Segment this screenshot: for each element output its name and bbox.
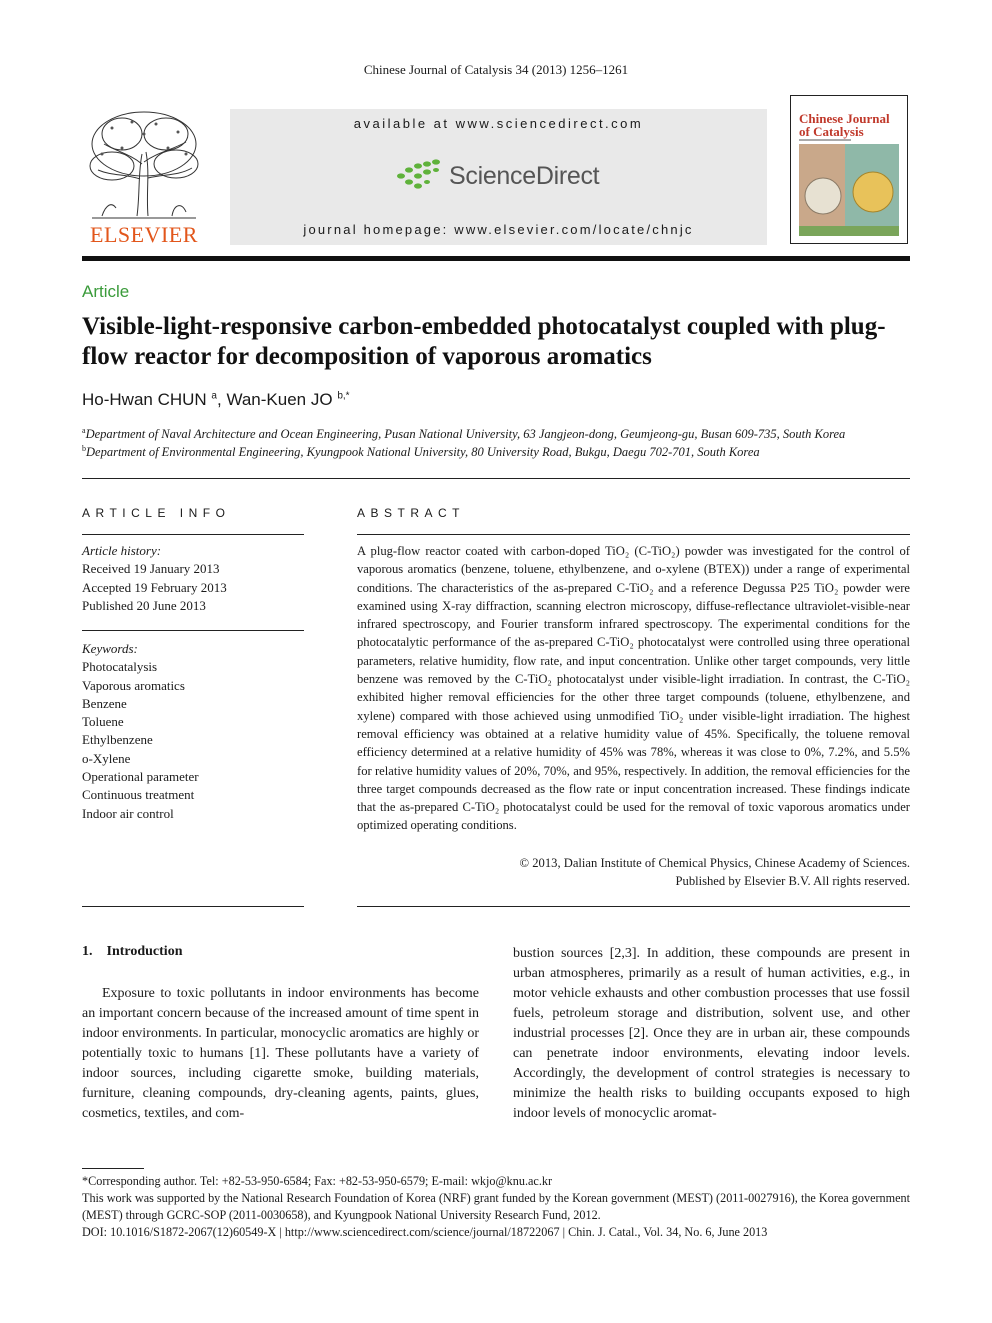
abstract-rule [357, 534, 910, 535]
keywords-rule [82, 630, 304, 631]
cover-title: Chinese Journal of Catalysis [799, 111, 890, 139]
author-name[interactable]: Ho-Hwan CHUN [82, 390, 207, 409]
header-divider [82, 256, 910, 261]
keyword: Ethylbenzene [82, 732, 153, 748]
journal-reference: Chinese Journal of Catalysis 34 (2013) 1256–1261 [363, 62, 629, 77]
author-list: Ho-Hwan CHUN $^a$, Wan-Kuen JO $^{b,*}$ [82, 390, 350, 409]
footnote-rule [82, 1168, 144, 1169]
elsevier-wordmark: ELSEVIER [90, 222, 198, 247]
available-at-link[interactable]: available at www.sciencedirect.com [353, 116, 644, 131]
abstract-text: A plug-flow reactor coated with carbon-doped TiO₂ (C-TiO₂) powder was investigated for the control of vaporous aromatics (benzene, toluene, ethylbenzene, and o-xylene (BTEX)) under a range of experimental conditions. The characteristics of the as-prepared C-TiO₂ and a reference Degussa P25 TiO₂ powder were examined using X-ray diffraction, scanning electron microscopy, diffuse-reflectance ultraviolet-visible-near infrared spectroscopy, and Fourier transform infrared spectroscopy. The experimental conditions for the photocatalytic performance of the as-prepared C-TiO₂ photocatalyst were controlled using three operational parameters, relative humidity, flow rate, and input concentration. Unlike other target compounds, very little benzene was removed by the C-TiO₂ photocatalyst under visible-light irradiation. In contrast, the C-TiO₂ exhibited higher removal efficiencies for the other three target compounds (toluene, ethylbenzene, and xylene) compared with those achieved using unmodified TiO₂ under visible-light irradiation. The highest removal efficiency was obtained at a relative humidity value of 45%. Specifically, the toluene removal efficiency determined at a relative humidity of 45% was 78%, whereas it was close to 0%, 7.2%, and 5.5% for relative humidity values of 20%, 70%, and 95%, respectively. In addition, the removal efficiencies for the three target compounds decreased as the flow rate or input concentration increased. These findings indicate that the as-prepared C-TiO₂ photocatalyst could be used for the removal of toxic vaporous aromatics under optimized operating conditions. [357, 544, 910, 833]
cover-art [791, 96, 907, 243]
received-date: Received 19 January 2013 [82, 561, 220, 577]
article-info-rule [82, 534, 304, 535]
corresponding-author-note: *Corresponding author. Tel: +82-53-950-6584; Fax: +82-53-950-6579; E-mail: wkjo@knu.ac.kr [82, 1174, 553, 1188]
keyword: Indoor air control [82, 805, 174, 821]
accepted-date: Accepted 19 February 2013 [82, 579, 227, 595]
keyword: Operational parameter [82, 769, 199, 785]
affiliation-b: $^b$Department of Environmental Engineering, Kyungpook National University, 80 University Road, Bukgu, Daegu 702-701, South Korea [82, 444, 760, 460]
article-info-heading: ARTICLE INFO [82, 506, 231, 520]
article-history [82, 542, 304, 615]
keyword: Continuous treatment [82, 787, 195, 803]
title-divider [82, 478, 910, 479]
sciencedirect-wordmark: ScienceDirect [449, 161, 600, 190]
author-affiliation-marker[interactable]: a [211, 390, 217, 402]
body-paragraph-right: bustion sources [2,3]. In addition, these compounds are present in urban atmospheres, primarily as a result of human activities, e.g., in motor vehicle exhausts and other combustion processes that use fossil fuels, petroleum storage and distribution, solvent use, and other industrial processes [2]. Once they are in urban air, these compounds can penetrate indoor environments, elevating indoor levels. Accordingly, the development of control strategies is necessary to minimize the health risks to building occupants exposed to high indoor levels of monocyclic aromat- [513, 946, 910, 1121]
footnotes [82, 1173, 910, 1241]
section-heading-introduction: 1. Introduction [82, 944, 183, 959]
doi-line[interactable]: DOI: 10.1016/S1872-2067(12)60549-X | http://www.sciencedirect.com/science/journal/18722067 | Chin. J. Catal., Vol. 34, No. 6, June 2013 [82, 1225, 768, 1239]
journal-homepage-link[interactable]: journal homepage: www.elsevier.com/locate/chnjc [303, 222, 694, 237]
copyright-notice: © 2013, Dalian Institute of Chemical Physics, Chinese Academy of Sciences. Published by Elsevier B.V. All rights reserved. [519, 856, 910, 889]
journal-cover-image [790, 95, 908, 244]
article-type-label: Article [82, 282, 130, 301]
keyword: Benzene [82, 695, 127, 711]
abstract-heading: ABSTRACT [357, 506, 466, 520]
published-date: Published 20 June 2013 [82, 597, 206, 613]
affiliation-a: $^a$Department of Naval Architecture and Ocean Engineering, Pusan National University, 63 Jangjeon-dong, Geumjeong-gu, Busan 609-735, South Korea [82, 426, 846, 442]
keywords-list [82, 640, 304, 823]
abstract-bottom-rule [357, 906, 910, 907]
sciencedirect-logo[interactable] [395, 156, 599, 196]
keywords-label: Keywords: [82, 641, 138, 656]
body-paragraph-left: Exposure to toxic pollutants in indoor environments has become an important concern because of the increased amount of time spent in indoor environments. In particular, monocyclic aromatics are highly or potentially toxic to humans [1]. These pollutants have a variety of indoor sources, including cigarette smoke, building materials, furniture, cleaning compounds, dry-cleaning agents, paints, glues, cosmetics, textiles, and com- [82, 986, 479, 1121]
keyword: Vaporous aromatics [82, 677, 185, 693]
author-affiliation-marker[interactable]: b,* [337, 390, 350, 402]
article-title: Visible-light-responsive carbon-embedded photocatalyst coupled with plug-flow reactor for decomposition of vaporous aromatics [82, 313, 886, 370]
keyword: Photocatalysis [82, 659, 158, 675]
funding-note: This work was supported by the National Research Foundation of Korea (NRF) grant funded by the Korean government (MEST) (2011-0027916), the Korea government (MEST) through GCRC-SOP (2011-0030658), and Kyungpook National University Research Fund, 2012. [82, 1191, 910, 1222]
author-name[interactable]: Wan-Kuen JO [226, 390, 333, 409]
info-bottom-rule [82, 906, 304, 907]
keyword: o-Xylene [82, 750, 131, 766]
article-history-label: Article history: [82, 543, 162, 558]
keyword: Toluene [82, 714, 124, 730]
sciencedirect-dots-icon [395, 158, 443, 194]
